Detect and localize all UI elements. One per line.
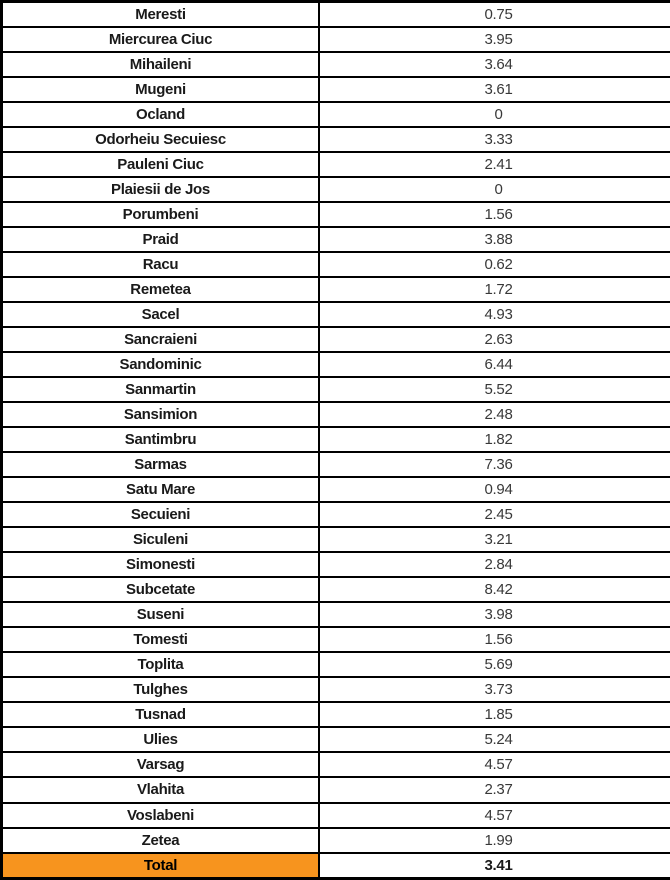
table-row: [2, 627, 670, 652]
row-name-cell: Varsag: [2, 752, 320, 777]
row-name-cell: Ocland: [2, 102, 320, 127]
row-name-cell: Voslabeni: [2, 803, 320, 828]
row-value-cell: 7.36: [319, 452, 670, 477]
table-row: [2, 102, 670, 127]
row-value-cell: 0: [319, 102, 670, 127]
row-name-cell: Toplita: [2, 652, 320, 677]
row-value-cell: 3.73: [319, 677, 670, 702]
table-row: [2, 452, 670, 477]
table-row: [2, 702, 670, 727]
row-value-cell: 3.41: [319, 853, 670, 879]
row-name-cell: Porumbeni: [2, 202, 320, 227]
table-row: [2, 27, 670, 52]
row-value-cell: 8.42: [319, 577, 670, 602]
row-value-cell: 3.64: [319, 52, 670, 77]
table-row: [2, 127, 670, 152]
row-value-cell: 3.21: [319, 527, 670, 552]
row-value-cell: 2.41: [319, 152, 670, 177]
row-name-cell: Meresti: [2, 2, 320, 28]
row-name-cell: Sarmas: [2, 452, 320, 477]
table-row: [2, 677, 670, 702]
row-name-cell: Suseni: [2, 602, 320, 627]
row-value-cell: 6.44: [319, 352, 670, 377]
row-value-cell: 2.84: [319, 552, 670, 577]
row-value-cell: 0.75: [319, 2, 670, 28]
table-row: [2, 652, 670, 677]
row-name-cell: Mugeni: [2, 77, 320, 102]
row-name-cell: Siculeni: [2, 527, 320, 552]
row-name-cell: Satu Mare: [2, 477, 320, 502]
row-value-cell: 1.56: [319, 202, 670, 227]
row-value-cell: 2.37: [319, 777, 670, 802]
row-value-cell: 3.61: [319, 77, 670, 102]
row-name-cell: Sanmartin: [2, 377, 320, 402]
table-row: [2, 602, 670, 627]
table-row: [2, 803, 670, 828]
row-name-cell: Total: [2, 853, 320, 879]
row-name-cell: Sancraieni: [2, 327, 320, 352]
table-row: [2, 577, 670, 602]
table-row: [2, 227, 670, 252]
table-row: [2, 752, 670, 777]
table-row: [2, 377, 670, 402]
row-value-cell: 3.95: [319, 27, 670, 52]
row-name-cell: Zetea: [2, 828, 320, 853]
row-name-cell: Subcetate: [2, 577, 320, 602]
table-row: [2, 277, 670, 302]
row-value-cell: 2.48: [319, 402, 670, 427]
table-row: [2, 352, 670, 377]
table-row: [2, 502, 670, 527]
row-name-cell: Odorheiu Secuiesc: [2, 127, 320, 152]
table-row: [2, 77, 670, 102]
row-name-cell: Tusnad: [2, 702, 320, 727]
table-row: [2, 202, 670, 227]
table-row: [2, 427, 670, 452]
table-body: [2, 2, 670, 879]
row-value-cell: 3.33: [319, 127, 670, 152]
row-value-cell: 1.85: [319, 702, 670, 727]
table-row: [2, 2, 670, 28]
table-row: [2, 552, 670, 577]
row-value-cell: 3.98: [319, 602, 670, 627]
row-value-cell: 5.69: [319, 652, 670, 677]
row-name-cell: Sandominic: [2, 352, 320, 377]
row-name-cell: Simonesti: [2, 552, 320, 577]
row-name-cell: Racu: [2, 252, 320, 277]
row-value-cell: 4.93: [319, 302, 670, 327]
row-name-cell: Remetea: [2, 277, 320, 302]
table-row: [2, 402, 670, 427]
row-name-cell: Secuieni: [2, 502, 320, 527]
row-value-cell: 0.94: [319, 477, 670, 502]
table-row: [2, 777, 670, 802]
table-row: [2, 302, 670, 327]
row-name-cell: Ulies: [2, 727, 320, 752]
row-value-cell: 3.88: [319, 227, 670, 252]
row-value-cell: 2.45: [319, 502, 670, 527]
row-name-cell: Pauleni Ciuc: [2, 152, 320, 177]
table-row: [2, 252, 670, 277]
table-row: [2, 477, 670, 502]
row-name-cell: Sansimion: [2, 402, 320, 427]
row-name-cell: Miercurea Ciuc: [2, 27, 320, 52]
row-value-cell: 4.57: [319, 803, 670, 828]
row-value-cell: 1.99: [319, 828, 670, 853]
row-value-cell: 1.82: [319, 427, 670, 452]
table-row: [2, 52, 670, 77]
row-value-cell: 4.57: [319, 752, 670, 777]
table-row: [2, 177, 670, 202]
row-name-cell: Tulghes: [2, 677, 320, 702]
row-name-cell: Vlahita: [2, 777, 320, 802]
row-value-cell: 1.72: [319, 277, 670, 302]
row-name-cell: Mihaileni: [2, 52, 320, 77]
row-value-cell: 0.62: [319, 252, 670, 277]
row-name-cell: Plaiesii de Jos: [2, 177, 320, 202]
row-name-cell: Santimbru: [2, 427, 320, 452]
row-value-cell: 2.63: [319, 327, 670, 352]
table-row: [2, 327, 670, 352]
table-row: [2, 828, 670, 853]
row-value-cell: 5.52: [319, 377, 670, 402]
row-value-cell: 0: [319, 177, 670, 202]
table-row: [2, 152, 670, 177]
row-name-cell: Tomesti: [2, 627, 320, 652]
table-row: [2, 527, 670, 552]
row-value-cell: 1.56: [319, 627, 670, 652]
row-name-cell: Praid: [2, 227, 320, 252]
table-total-row: [2, 853, 670, 879]
table-row: [2, 727, 670, 752]
row-name-cell: Sacel: [2, 302, 320, 327]
row-value-cell: 5.24: [319, 727, 670, 752]
